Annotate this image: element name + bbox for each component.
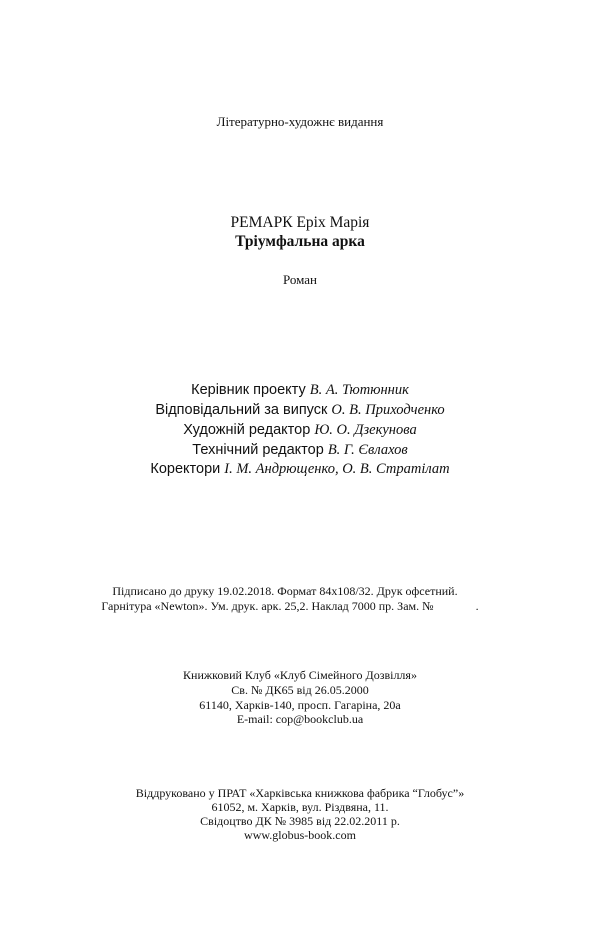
staff-name: І. М. Андрющенко, О. В. Стратілат [224, 461, 450, 477]
staff-line-responsible [0, 402, 600, 419]
staff-name: Ю. О. Дзекунова [314, 422, 417, 438]
printing-details-line-2 [0, 599, 580, 614]
printing-details-end: . [475, 599, 479, 613]
staff-role: Технічний редактор [192, 442, 324, 458]
edition-type: Літературно-художнє видання [216, 114, 384, 129]
book-genre: Роман [282, 272, 318, 287]
staff-line-technical-editor [0, 442, 600, 459]
staff-role: Художній редактор [183, 422, 311, 438]
staff-name: В. Г. Євлахов [327, 442, 408, 458]
publisher-email: E-mail: cop@bookclub.ua [236, 712, 364, 726]
staff-line-art-editor [0, 422, 600, 439]
staff-role: Керівник проекту [191, 382, 306, 398]
printer-address: 61052, м. Харків, вул. Різдвяна, 11. [211, 800, 389, 814]
book-title: Тріумфальна арка [235, 233, 365, 250]
staff-line-proofreaders [0, 461, 600, 478]
publisher-address: 61140, Харків-140, просп. Гагаріна, 20а [199, 698, 401, 712]
printing-details-line-1: Підписано до друку 19.02.2018. Формат 84х108/32. Друк офсетний. [112, 584, 458, 598]
printer-certificate: Свідоцтво ДК № 3985 від 22.02.2011 р. [200, 814, 400, 828]
printer-website: www.globus-book.com [244, 828, 356, 842]
book-author: РЕМАРК Еріх Марія [230, 214, 370, 231]
staff-name: О. В. Приходченко [331, 402, 445, 418]
printer-name: Віддруковано у ПРАТ «Харківська книжкова фабрика “Глобус”» [135, 786, 465, 800]
publisher-certificate: Св. № ДК65 від 26.05.2000 [231, 683, 369, 697]
staff-line-project-manager [0, 382, 600, 399]
printing-details-text: Гарнітура «Newton». Ум. друк. арк. 25,2. Наклад 7000 пр. Зам. № [101, 599, 434, 613]
staff-name: В. А. Тютюнник [309, 382, 409, 398]
publisher-name: Книжковий Клуб «Клуб Сімейного Дозвілля» [183, 668, 417, 682]
staff-role: Відповідальний за випуск [155, 402, 328, 418]
staff-role: Коректори [150, 461, 221, 477]
